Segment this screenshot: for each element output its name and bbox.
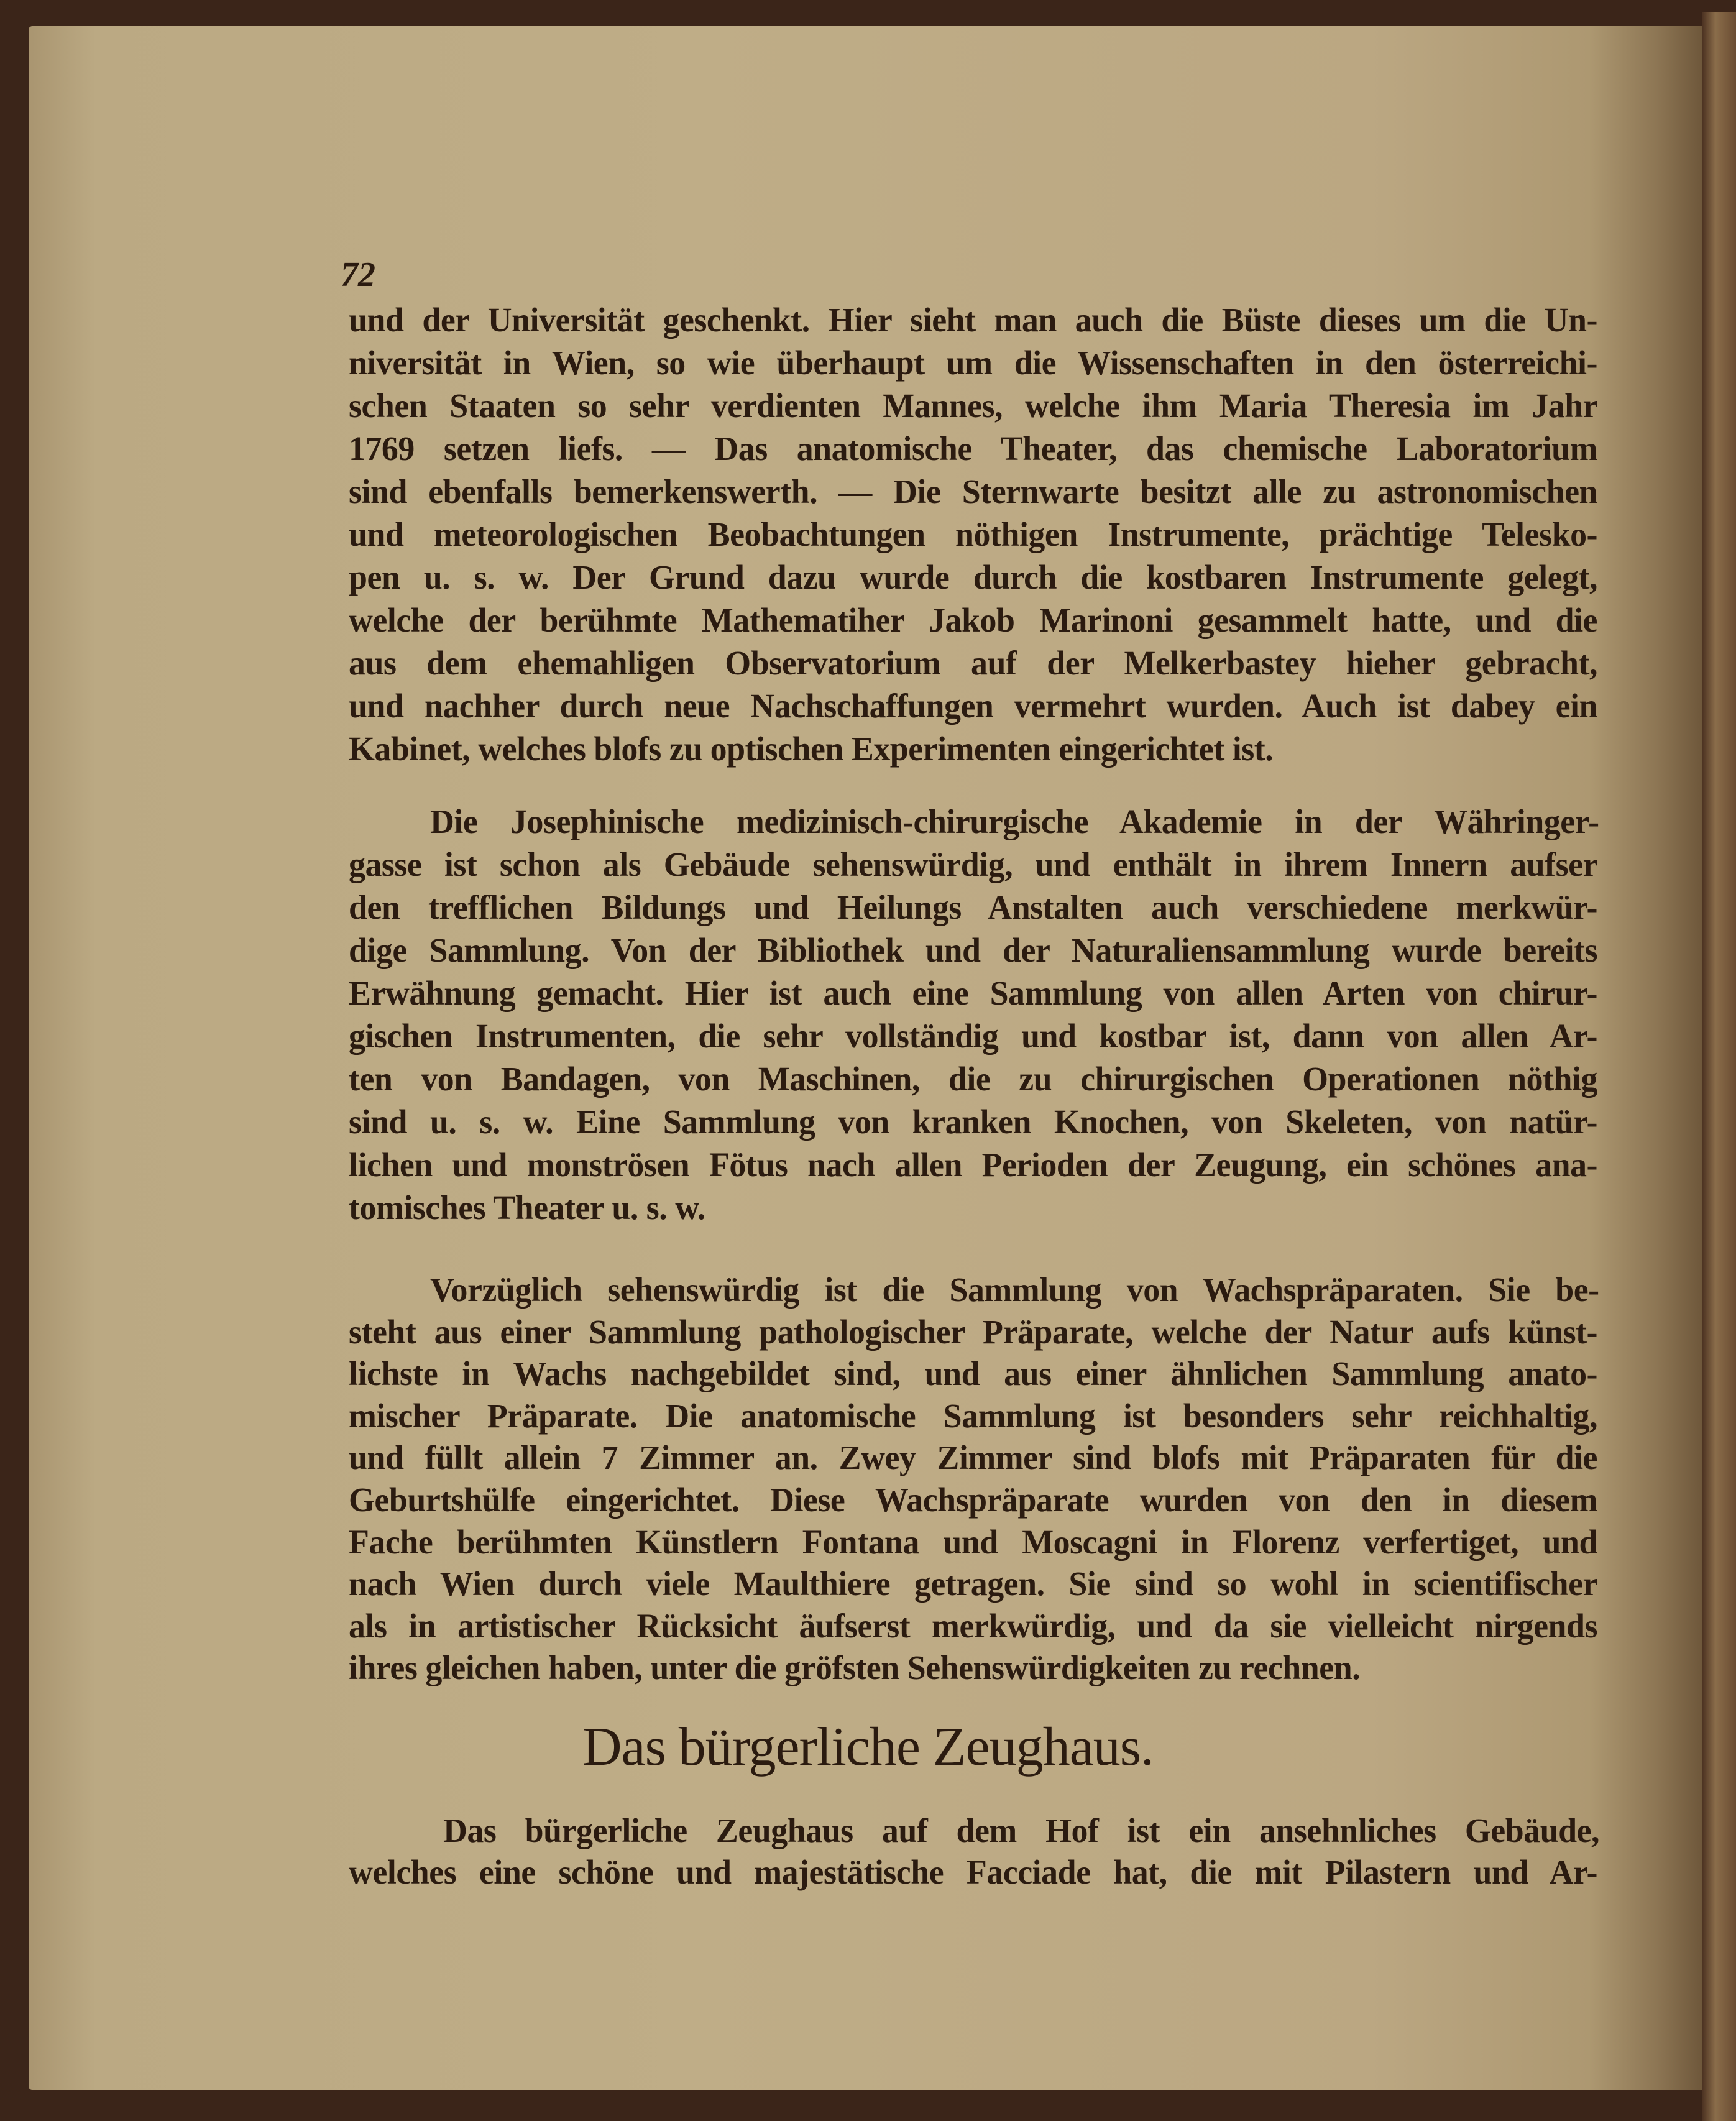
text-line: welches eine schöne und majestätische Facciade hat, die mit Pilastern und Ar-: [349, 1853, 1597, 1891]
text-line: gischen Instrumenten, die sehr vollständig und kostbar ist, dann von allen Ar-: [349, 1017, 1597, 1055]
text-line: sind ebenfalls bemerkenswerth. — Die Sternwarte besitzt alle zu astronomischen: [349, 472, 1597, 510]
text-line: Fache berühmten Künstlern Fontana und Moscagni in Florenz verfertiget, und: [349, 1522, 1597, 1561]
text-line: und nachher durch neue Nachschaffungen vermehrt wurden. Auch ist dabey ein: [349, 687, 1597, 725]
text-line: lichen und monströsen Fötus nach allen Perioden der Zeugung, ein schönes ana-: [349, 1146, 1597, 1184]
text-line: und meteorologischen Beobachtungen nöthigen Instrumente, prächtige Telesko-: [349, 515, 1597, 553]
page-number: 72: [341, 255, 375, 294]
text-line: Kabinet, welches blofs zu optischen Experimenten eingerichtet ist.: [349, 730, 1274, 768]
text-line: gasse ist schon als Gebäude sehenswürdig, und enthält in ihrem Innern aufser: [349, 845, 1597, 883]
text-line: nach Wien durch viele Maulthiere getragen. Sie sind so wohl in scientifischer: [349, 1565, 1597, 1603]
text-line: steht aus einer Sammlung pathologischer Präparate, welche der Natur aufs künst-: [349, 1312, 1597, 1351]
text-line: Das bürgerliche Zeughaus auf dem Hof ist ein ansehnliches Gebäude,: [443, 1811, 1600, 1849]
text-line: niversität in Wien, so wie überhaupt um die Wissenschaften in den österreichi-: [349, 344, 1597, 382]
text-line: dige Sammlung. Von der Bibliothek und der Naturaliensammlung wurde bereits: [349, 931, 1597, 969]
text-line: tomisches Theater u. s. w.: [349, 1189, 705, 1226]
text-line: 1769 setzen liefs. — Das anatomische Theater, das chemische Laboratorium: [349, 430, 1597, 467]
text-line: aus dem ehemahligen Observatorium auf der Melkerbastey hieher gebracht,: [349, 644, 1597, 682]
text-line: ihres gleichen haben, unter die gröfsten Sehenswürdigkeiten zu rechnen.: [349, 1649, 1361, 1687]
text-line: als in artistischer Rücksicht äufserst merkwürdig, und da sie vielleicht nirgends: [349, 1606, 1597, 1645]
text-line: und der Universität geschenkt. Hier sieht man auch die Büste dieses um die Un-: [349, 301, 1597, 339]
text-line: den trefflichen Bildungs und Heilungs Anstalten auch verschiedene merkwür-: [349, 888, 1597, 926]
text-line: schen Staaten so sehr verdienten Mannes, welche ihm Maria Theresia im Jahr: [349, 387, 1597, 425]
text-line: sind u. s. w. Eine Sammlung von kranken Knochen, von Skeleten, von natür-: [349, 1103, 1597, 1141]
text-line: pen u. s. w. Der Grund dazu wurde durch die kostbaren Instrumente gelegt,: [349, 558, 1597, 596]
next-page-edge: [1702, 12, 1736, 2121]
text-line: Vorzüglich sehenswürdig ist die Sammlung von Wachspräparaten. Sie be-: [430, 1271, 1599, 1309]
text-line: Die Josephinische medizinisch-chirurgische Akademie in der Währinger-: [430, 803, 1599, 840]
text-line: Erwähnung gemacht. Hier ist auch eine Sammlung von allen Arten von chirur-: [349, 974, 1597, 1012]
text-line: mischer Präparate. Die anatomische Sammlung ist besonders sehr reichhaltig,: [349, 1396, 1597, 1435]
section-heading: Das bürgerliche Zeughaus.: [582, 1717, 1154, 1777]
text-line: Geburtshülfe eingerichtet. Diese Wachspräparate wurden von den in diesem: [349, 1481, 1597, 1519]
text-line: lichste in Wachs nachgebildet sind, und aus einer ähnlichen Sammlung anato-: [349, 1355, 1597, 1393]
text-line: ten von Bandagen, von Maschinen, die zu chirurgischen Operationen nöthig: [349, 1060, 1597, 1098]
text-line: welche der berühmte Mathematiher Jakob Marinoni gesammelt hatte, und die: [349, 601, 1597, 639]
text-line: und füllt allein 7 Zimmer an. Zwey Zimmer sind blofs mit Präparaten für die: [349, 1438, 1597, 1477]
